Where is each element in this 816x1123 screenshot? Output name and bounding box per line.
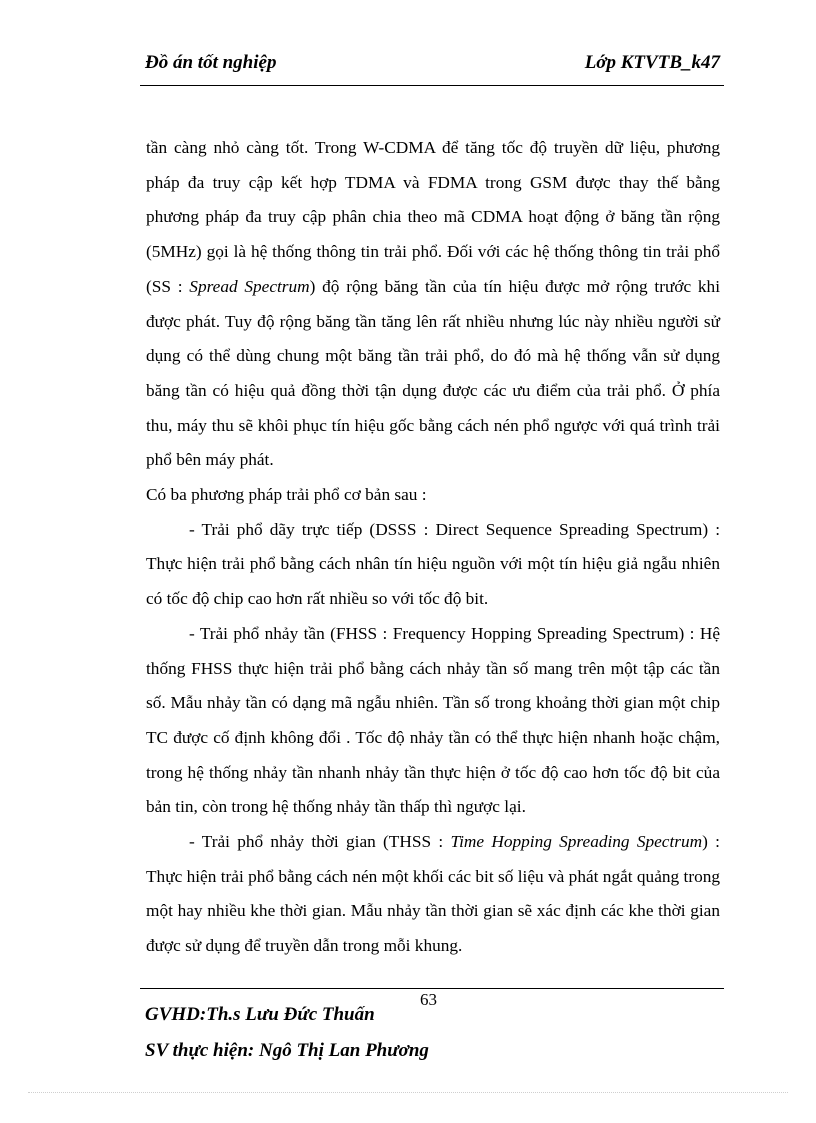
paragraph-1-part-a: tần càng nhỏ càng tốt. Trong W-CDMA để tăng tốc độ truyền dữ liệu, phương pháp đa truy cập kết hợp TDMA và FDMA trong GSM được thay thế bằng phương pháp đa truy cập phân chia theo mã CDMA hoạt động ở băng tần rộng (5MHz) gọi là hệ thống thông tin trải phổ. Đối với các hệ thống thông tin trải phổ (SS : <box>146 138 720 296</box>
header-title: Đồ án tốt nghiệp <box>145 52 277 73</box>
paragraph-3: - Trải phổ dãy trực tiếp (DSSS : Direct Sequence Spreading Spectrum) : Thực hiện trải phổ bằng cách nhân tín hiệu nguồn với một tín hiệu giả ngẫu nhiên có tốc độ chip cao hơn rất nhiều so với tốc độ bit. <box>146 519 720 609</box>
paragraph-5-italic: Time Hopping Spreading Spectrum <box>450 832 703 852</box>
page-bottom-edge <box>28 1092 788 1093</box>
footer-student: SV thực hiện: Ngô Thị Lan Phương <box>145 1040 429 1061</box>
footer-divider <box>140 988 724 989</box>
paragraph-5-part-a: - Trải phổ nhảy thời gian (THSS : <box>189 832 451 852</box>
header-divider <box>140 85 724 86</box>
paragraph-5 <box>146 825 720 964</box>
footer-supervisor: GVHD:Th.s Lưu Đức Thuấn <box>145 1004 375 1025</box>
page-number: 63 <box>420 990 437 1009</box>
paragraph-4: - Trải phổ nhảy tần (FHSS : Frequency Hopping Spreading Spectrum) : Hệ thống FHSS thực hiện trải phổ bằng cách nhảy tần số mang trên một tập các tần số. Mẫu nhảy tần có dạng mã ngẫu nhiên. Tần số trong khoảng thời gian một chip TC được cố định không đổi . Tốc độ nhảy tần có thể thực hiện nhanh hoặc chậm, trong hệ thống nhảy tần nhanh nhảy tần thực hiện ở tốc độ cao hơn tốc độ bit của bản tin, còn trong hệ thống nhảy tần thấp thì ngược lại. <box>146 623 720 817</box>
paragraph-1-italic: Spread Spectrum <box>189 276 310 296</box>
header-class: Lớp KTVTB_k47 <box>584 52 720 73</box>
paragraph-2: Có ba phương pháp trải phổ cơ bản sau : <box>146 485 427 505</box>
paragraph-1-part-b: ) độ rộng băng tần của tín hiệu được mở rộng trước khi được phát. Tuy độ rộng băng tần tăng lên rất nhiều nhưng lúc này nhiều người sử dụng có thể dùng chung một băng tần trải phổ, do đó mà hệ thống vẫn sử dụng băng tần có hiệu quả đồng thời tận dụng được các ưu điểm của trải phổ. Ở phía thu, máy thu sẽ khôi phục tín hiệu gốc bằng cách nén phổ ngược với quá trình trải phổ bên máy phát. <box>146 276 721 470</box>
body-text <box>146 131 720 964</box>
paragraph-1 <box>146 131 720 478</box>
paragraph-5-part-b: ) : Thực hiện trải phổ bằng cách nén một khối các bit số liệu và phát ngắt quảng trong một hay nhiều khe thời gian. Mẫu nhảy tần thời gian sẽ xác định các khe thời gian được sử dụng để truyền dẫn trong mỗi khung. <box>146 832 720 956</box>
